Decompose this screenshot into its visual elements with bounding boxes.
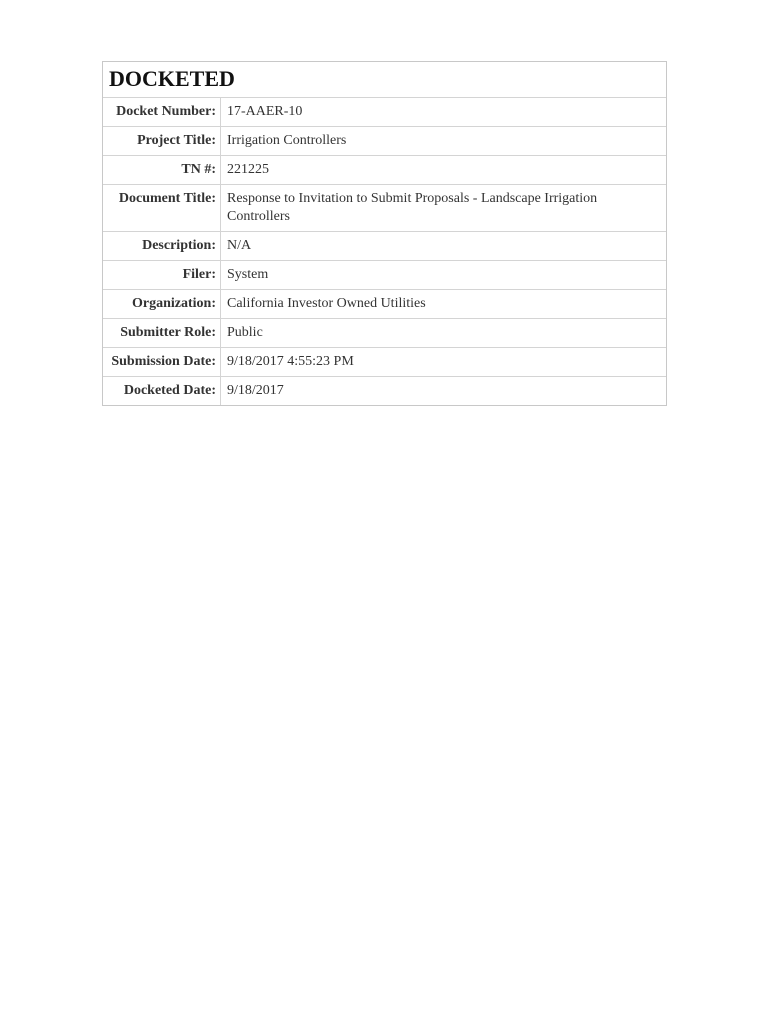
docket-number-value: 17-AAER-10 <box>221 98 667 127</box>
document-title-label: Document Title: <box>103 185 221 232</box>
submission-date-value: 9/18/2017 4:55:23 PM <box>221 348 667 377</box>
docketed-date-value: 9/18/2017 <box>227 383 284 398</box>
submission-date-label: Submission Date: <box>103 348 221 377</box>
organization-label: Organization: <box>103 290 221 319</box>
tn-label: TN #: <box>103 156 221 185</box>
document-title-row <box>103 185 666 232</box>
description-label: Description: <box>103 232 221 261</box>
docket-number-row <box>103 98 666 127</box>
filer-row <box>103 261 666 290</box>
filer-value: System <box>221 261 667 290</box>
organization-value: California Investor Owned Utilities <box>221 290 667 319</box>
project-title-value: Irrigation Controllers <box>221 127 667 156</box>
submitter-role-label: Submitter Role: <box>103 319 221 348</box>
submitter-role-value: Public <box>221 319 667 348</box>
tn-value: 221225 <box>221 156 667 185</box>
docketed-heading: DOCKETED <box>103 62 666 98</box>
description-value: N/A <box>221 232 667 261</box>
tn-row <box>103 156 666 185</box>
project-title-row <box>103 127 666 156</box>
docket-details-table <box>103 98 666 405</box>
document-title-value: Response to Invitation to Submit Proposals - Landscape Irrigation Controllers <box>221 185 667 232</box>
docket-cover-box <box>102 61 667 406</box>
description-row <box>103 232 666 261</box>
docketed-date-row <box>103 377 666 406</box>
docket-number-label: Docket Number: <box>103 98 221 127</box>
organization-row <box>103 290 666 319</box>
project-title-label: Project Title: <box>103 127 221 156</box>
submitter-role-row <box>103 319 666 348</box>
submission-date-row <box>103 348 666 377</box>
docketed-date-label: Docketed Date: <box>103 377 221 406</box>
filer-label: Filer: <box>103 261 221 290</box>
